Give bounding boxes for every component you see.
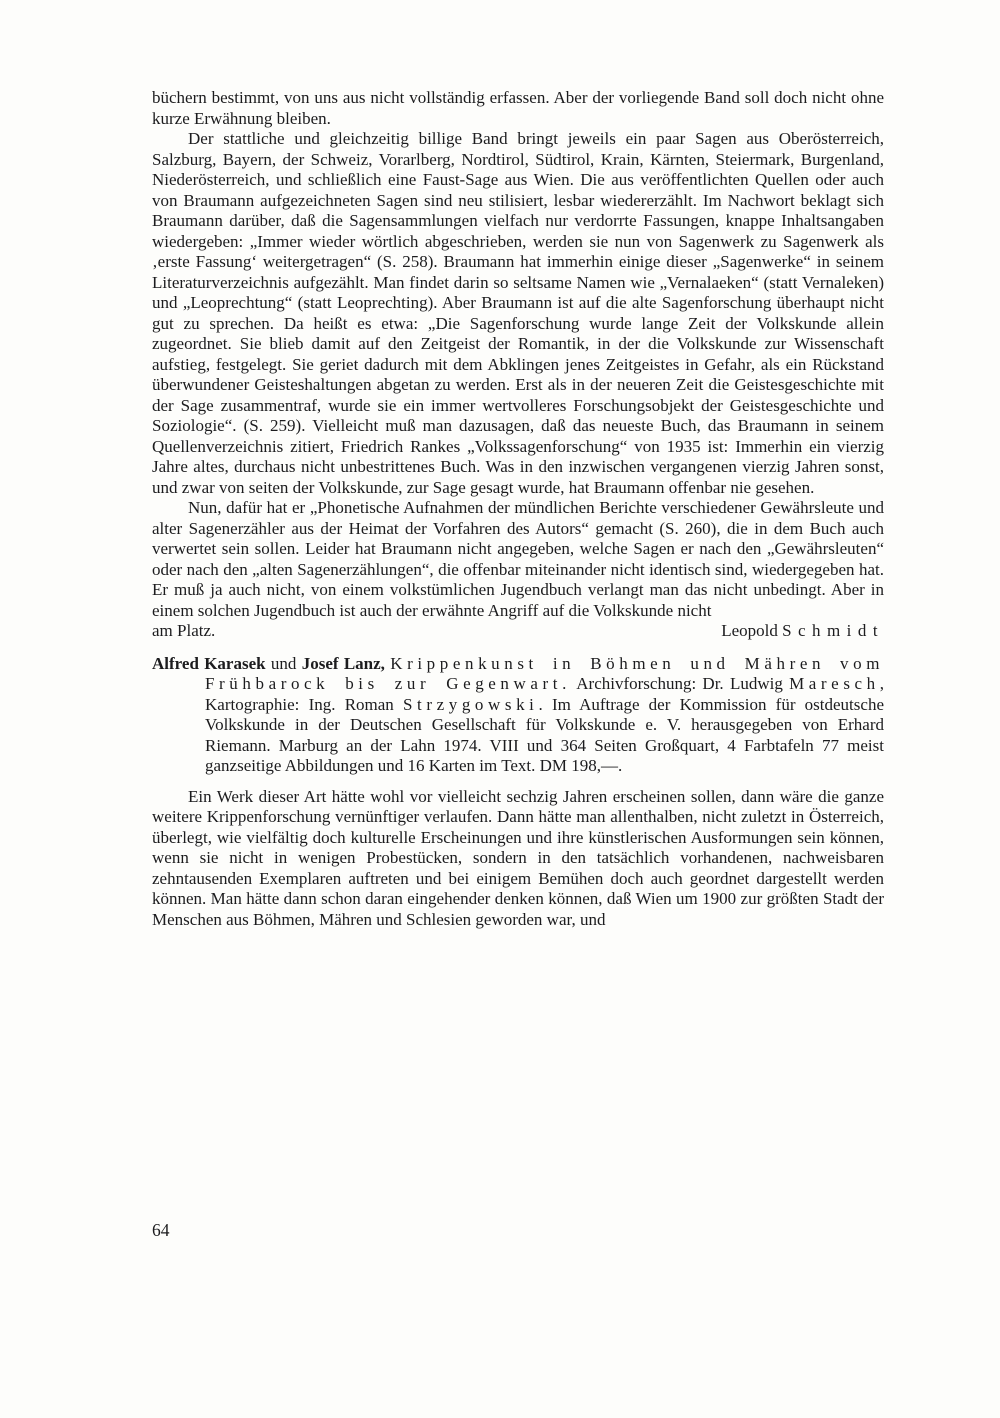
paragraph-continuation: büchern bestimmt, von uns aus nicht vollständig erfassen. Aber der vorliegende Band soll doch nicht ohne kurze Erwähnung bleiben.: [152, 88, 884, 128]
author-connector: und: [265, 653, 302, 673]
page-text-block: [152, 88, 884, 930]
paragraph-review-body: Ein Werk dieser Art hätte wohl vor vielleicht sechzig Jahren erscheinen sollen, dann wäre die ganze weitere Krippenforschung vernünftiger verlaufen. Dann hätte man allenthalben, nicht zuletzt in Österreich, überlegt, wie vielfältig doch kulturelle Erscheinungen und ihre künstlerischen Ausformungen sein können, wenn sie nicht in wenigen Probestücken, sondern in den tatsächlich vorhandenen, nachweisbaren zehntausenden Exemplaren auftreten und bei einigem Bemühen doch auch geordnet dargestellt werden können. Man hätte dann schon daran eingehender denken können, daß Wien um 1900 zur größten Stadt der Menschen aus Böhmen, Mähren und Schlesien geworden war, und: [152, 786, 884, 929]
book-title: Krippenkunst in Böhmen und Mähren vom Frühbarock bis zur Gegenwart.: [205, 653, 885, 693]
paragraph-review-body: Der stattliche und gleichzeitig billige Band bringt jeweils ein paar Sagen aus Oberösterreich, Salzburg, Bayern, der Schweiz, Vorarlberg, Nordtirol, Südtirol, Krain, Kärnten, Steiermark, Burgenland, Niederösterreich, und schließlich eine Faust-Sage aus Wien. Die aus veröffentlichten Quellen oder auch von Braumann aufgezeichneten Sagen sind neu stilisiert, lesbar wiedererzählt. Im Nachwort beklagt sich Braumann darüber, daß die Sagensammlungen vielfach nur verdorrte Fassungen, knappe Inhaltsangaben wiedergeben: „Immer wieder wörtlich abgeschrieben, werden sie nun von Sagenwerk zu Sagenwerk als ‚erste Fassung‘ weitergetragen“ (S. 258). Braumann hat immerhin einige dieser „Sagenwerke“ in seinem Literaturverzeichnis aufgezählt. Man findet darin so seltsame Namen wie „Vernalaeken“ (statt Vernaleken) und „Leoprechtung“ (statt Leoprechting). Aber Braumann ist auf die alte Sagenforschung überhaupt nicht gut zu sprechen. Da heißt es etwa: „Die Sagenforschung wurde lange Zeit der Volkskunde allein zugeordnet. Sie blieb damit auf den Zeitgeist der Romantik, in der die Volkskunde zur Wissenschaft aufstieg, festgelegt. Sie geriet dadurch mit dem Abklingen jenes Zeitgeistes in Gefahr, als ein Rückstand überwundener Geisteshaltungen abgetan zu werden. Erst als in der neueren Zeit die Geistesgeschichte mit der Sage zusammentraf, wurde sie ein immer wertvolleres Forschungsobjekt der Geistesgeschichte und Soziologie“. (S. 259). Vielleicht muß man dazusagen, daß das neueste Buch, das Braumann in seinem Quellenverzeichnis zitiert, Friedrich Rankes „Volkssagenforschung“ von 1935 ist: Immerhin ein vierzig Jahre altes, durchaus nicht unbestrittenes Buch. Was in den inzwischen vergangenen vierzig Jahren sonst, und zwar von seiten der Volkskunde, zur Sage gesagt wurde, hat Braumann offenbar nie gesehen.: [152, 129, 884, 497]
signer-last-name: Schmidt: [782, 621, 884, 640]
contributor-name-strzygowski: Strzygowski: [403, 694, 539, 714]
contributor-name-maresch: Maresch: [789, 674, 880, 693]
entry-text-imprint: . Im Auftrage der Kommission für ostdeutsche Volkskunde in der Deutschen Gesellschaft für Volkskunde e. V. herausgegeben von Erhard Riemann. Marburg an der Lahn 1974. VIII und 364 Seiten Großquart, 4 Farbtafeln 77 meist ganzseitige Abbildungen und 16 Karten im Text. DM 198,—.: [205, 694, 884, 775]
author-name-karasek: Alfred Karasek: [152, 653, 266, 673]
paragraph-review-conclusion: Nun, dafür hat er „Phonetische Aufnahmen der mündlichen Berichte verschiedener Gewährsleute und alter Sagenerzähler aus der Heimat der Vorfahren des Autors“ gemacht (S. 260), die in dem Buch auch verwertet sein sollen. Leider hat Braumann nicht angegeben, welche Sagen er nach den „Gewährsleuten“ oder nach den „alten Sagenerzählungen“, die offenbar miteinander nicht identisch sind, wiedergegeben hat. Er muß ja auch nicht, von einem volkstümlichen Jugendbuch verlangt man das nicht unbedingt. Aber in einem solchen Jugendbuch ist auch der erwähnte Angriff auf die Volkskunde nicht: [152, 498, 884, 620]
author-name-lanz: Josef Lanz,: [301, 653, 385, 673]
bibliographic-entry: [152, 654, 884, 777]
closing-text: am Platz.: [152, 621, 216, 640]
entry-text-kartographie: , Kartographie: Ing. Roman: [205, 674, 885, 714]
signer-first-name: Leopold: [721, 621, 778, 640]
page-number: 64: [152, 1220, 170, 1240]
closing-line: [152, 621, 884, 642]
reviewer-signature: [721, 621, 884, 642]
entry-text-archiv: Archivforschung: Dr. Ludwig: [570, 674, 790, 693]
